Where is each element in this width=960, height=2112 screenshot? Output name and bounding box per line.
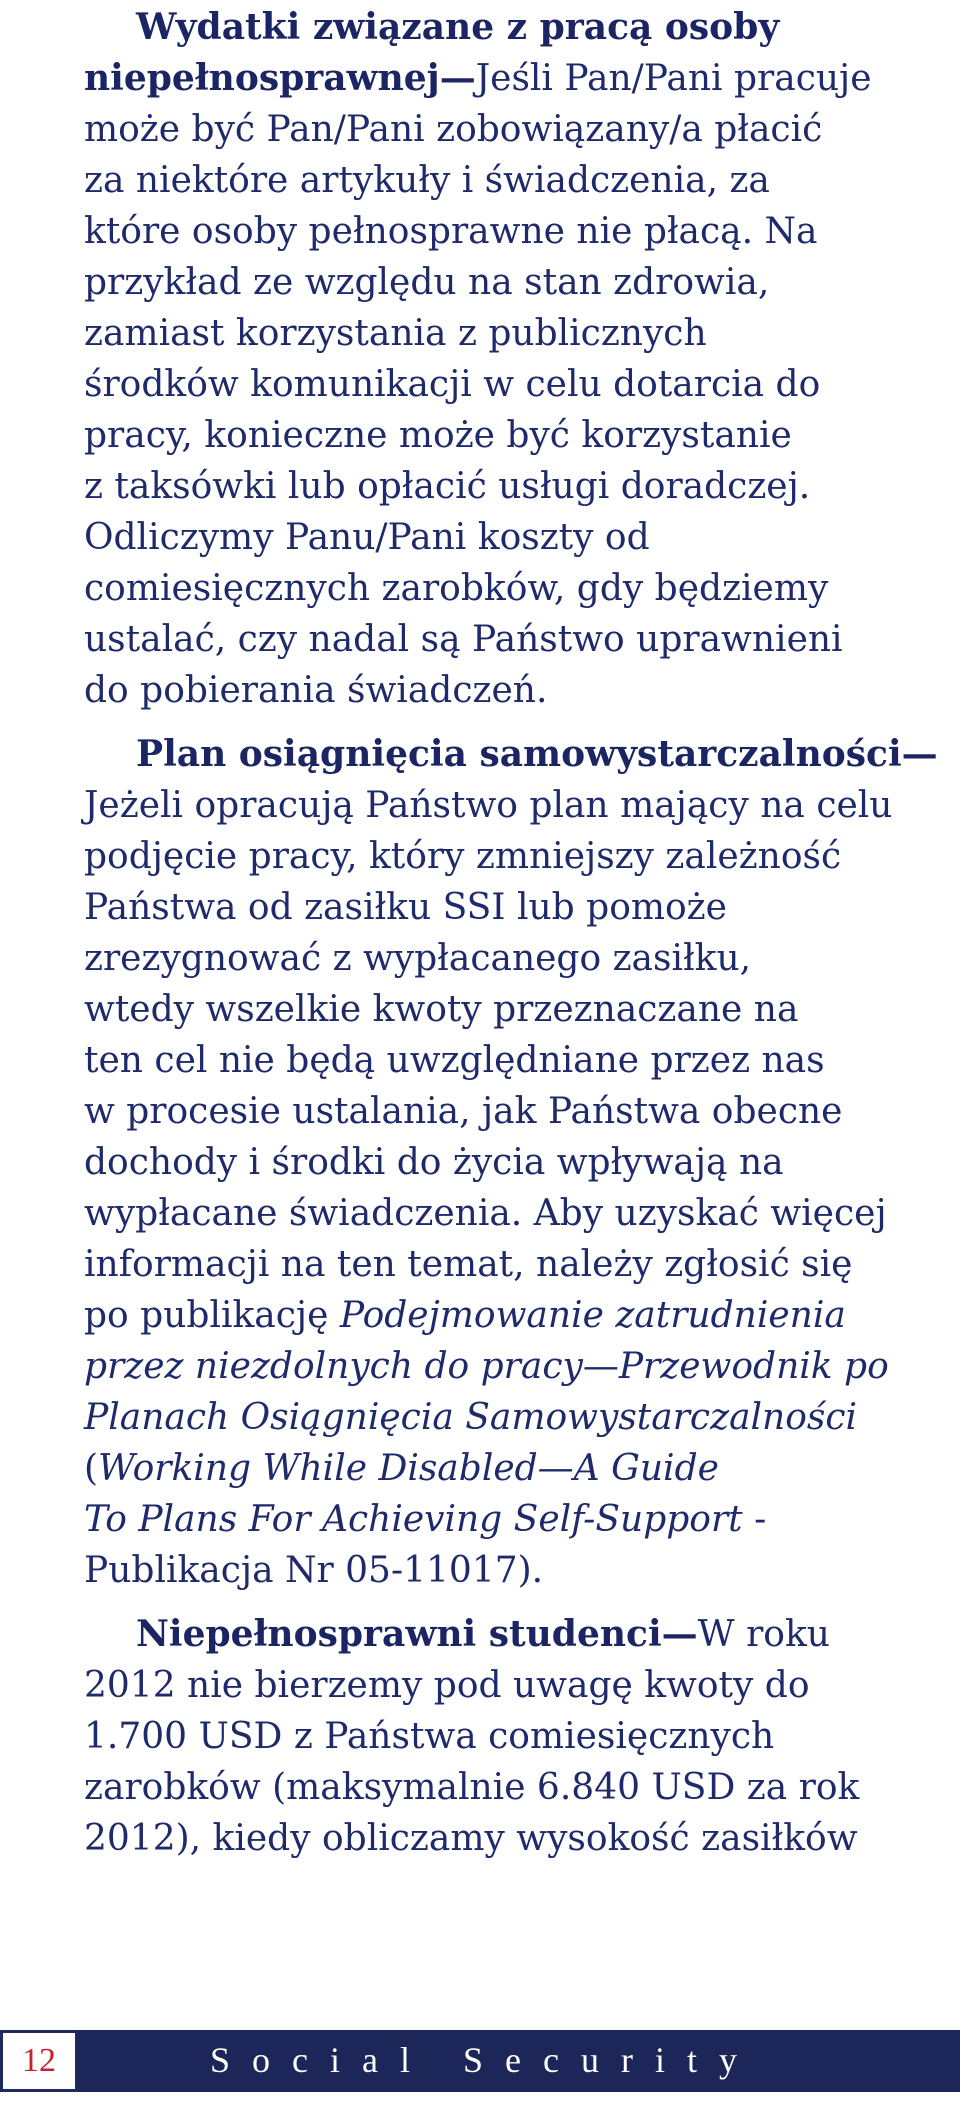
body-text: środków komunikacji w celu dotarcia do <box>84 364 821 405</box>
body-text: zrezygnować z wypłacanego zasiłku, <box>84 938 752 979</box>
body-text: po publikację <box>84 1295 340 1336</box>
bold-heading-text: Niepełnosprawni studenci— <box>136 1613 698 1655</box>
body-text: 2012 nie bierzemy pod uwagę kwoty do <box>84 1665 810 1706</box>
text-line <box>84 1660 944 1711</box>
text-line <box>84 1137 944 1188</box>
page-footer <box>0 2030 960 2092</box>
text-line <box>84 882 944 933</box>
body-text: podjęcie pracy, który zmniejszy zależność <box>84 836 842 877</box>
body-text: zamiast korzystania z publicznych <box>84 313 707 354</box>
text-line <box>84 1443 944 1494</box>
text-line <box>84 563 944 614</box>
text-line <box>84 729 944 780</box>
body-text: W roku <box>697 1614 830 1655</box>
body-text: które osoby pełnosprawne nie płacą. Na <box>84 211 818 252</box>
italic-title-text: To Plans For Achieving Self-Support <box>84 1499 743 1540</box>
body-text: z taksówki lub opłacić usługi doradczej. <box>84 466 811 507</box>
text-line <box>84 1239 944 1290</box>
text-line <box>84 206 944 257</box>
body-text: Publikacja Nr 05-11017). <box>84 1550 544 1591</box>
paragraph <box>84 1609 944 1864</box>
paragraph <box>84 2 944 716</box>
text-line <box>84 1545 944 1596</box>
body-text: - <box>742 1499 767 1540</box>
text-line <box>84 1188 944 1239</box>
body-text: comiesięcznych zarobków, gdy będziemy <box>84 568 829 609</box>
body-text: wypłacane świadczenia. Aby uzyskać więcej <box>84 1193 887 1234</box>
bold-heading-text: niepełnosprawnej— <box>84 57 476 99</box>
italic-title-text: Planach Osiągnięcia Samowystarczalności <box>84 1397 858 1438</box>
text-line <box>84 1035 944 1086</box>
text-line <box>84 831 944 882</box>
italic-title-text: przez niezdolnych do pracy—Przewodnik po <box>84 1346 889 1387</box>
text-line <box>84 1392 944 1443</box>
body-text: ustalać, czy nadal są Państwo uprawnieni <box>84 619 843 660</box>
body-text: za niektóre artykuły i świadczenia, za <box>84 160 770 201</box>
body-text: ten cel nie będą uwzględniane przez nas <box>84 1040 825 1081</box>
text-line <box>84 1086 944 1137</box>
body-text: Odliczymy Panu/Pani koszty od <box>84 517 650 558</box>
body-text: przykład ze względu na stan zdrowia, <box>84 262 770 303</box>
body-text: zarobków (maksymalnie 6.840 USD za rok <box>84 1767 860 1808</box>
body-text: Jeżeli opracują Państwo plan mający na celu <box>84 785 893 826</box>
text-line <box>84 461 944 512</box>
text-line <box>84 1290 944 1341</box>
text-line <box>84 1341 944 1392</box>
paragraph <box>84 729 944 1596</box>
bold-heading-text: Wydatki związane z pracą osoby <box>136 6 780 48</box>
text-line <box>84 1494 944 1545</box>
text-line <box>84 665 944 716</box>
body-text: informacji na ten temat, należy zgłosić się <box>84 1244 853 1285</box>
text-line <box>84 2 944 53</box>
text-line <box>84 257 944 308</box>
body-text: ( <box>84 1448 99 1489</box>
text-line <box>84 410 944 461</box>
text-line <box>84 1711 944 1762</box>
footer-title: Social Security <box>210 2040 759 2080</box>
text-line <box>84 512 944 563</box>
italic-title-text: Podejmowanie zatrudnienia <box>339 1295 846 1336</box>
body-text: 1.700 USD z Państwa comiesięcznych <box>84 1716 775 1757</box>
body-text: pracy, konieczne może być korzystanie <box>84 415 792 456</box>
text-line <box>84 53 944 104</box>
text-line <box>84 1609 944 1660</box>
body-text: Jeśli Pan/Pani pracuje <box>475 58 872 99</box>
page-number: 12 <box>0 2030 78 2092</box>
text-line <box>84 614 944 665</box>
text-line <box>84 1813 944 1864</box>
text-line <box>84 359 944 410</box>
text-line <box>84 104 944 155</box>
italic-title-text: Working While Disabled—A Guide <box>98 1448 719 1489</box>
text-line <box>84 984 944 1035</box>
bold-heading-text: Plan osiągnięcia samowystarczalności— <box>136 733 938 775</box>
body-text: może być Pan/Pani zobowiązany/a płacić <box>84 109 823 150</box>
text-line <box>84 155 944 206</box>
text-line <box>84 1762 944 1813</box>
document-body <box>84 2 944 1877</box>
body-text: w procesie ustalania, jak Państwa obecne <box>84 1091 843 1132</box>
text-line <box>84 780 944 831</box>
text-line <box>84 308 944 359</box>
body-text: dochody i środki do życia wpływają na <box>84 1142 784 1183</box>
text-line <box>84 933 944 984</box>
body-text: 2012), kiedy obliczamy wysokość zasiłków <box>84 1818 858 1859</box>
body-text: wtedy wszelkie kwoty przeznaczane na <box>84 989 799 1030</box>
body-text: Państwa od zasiłku SSI lub pomoże <box>84 887 727 928</box>
body-text: do pobierania świadczeń. <box>84 670 548 711</box>
